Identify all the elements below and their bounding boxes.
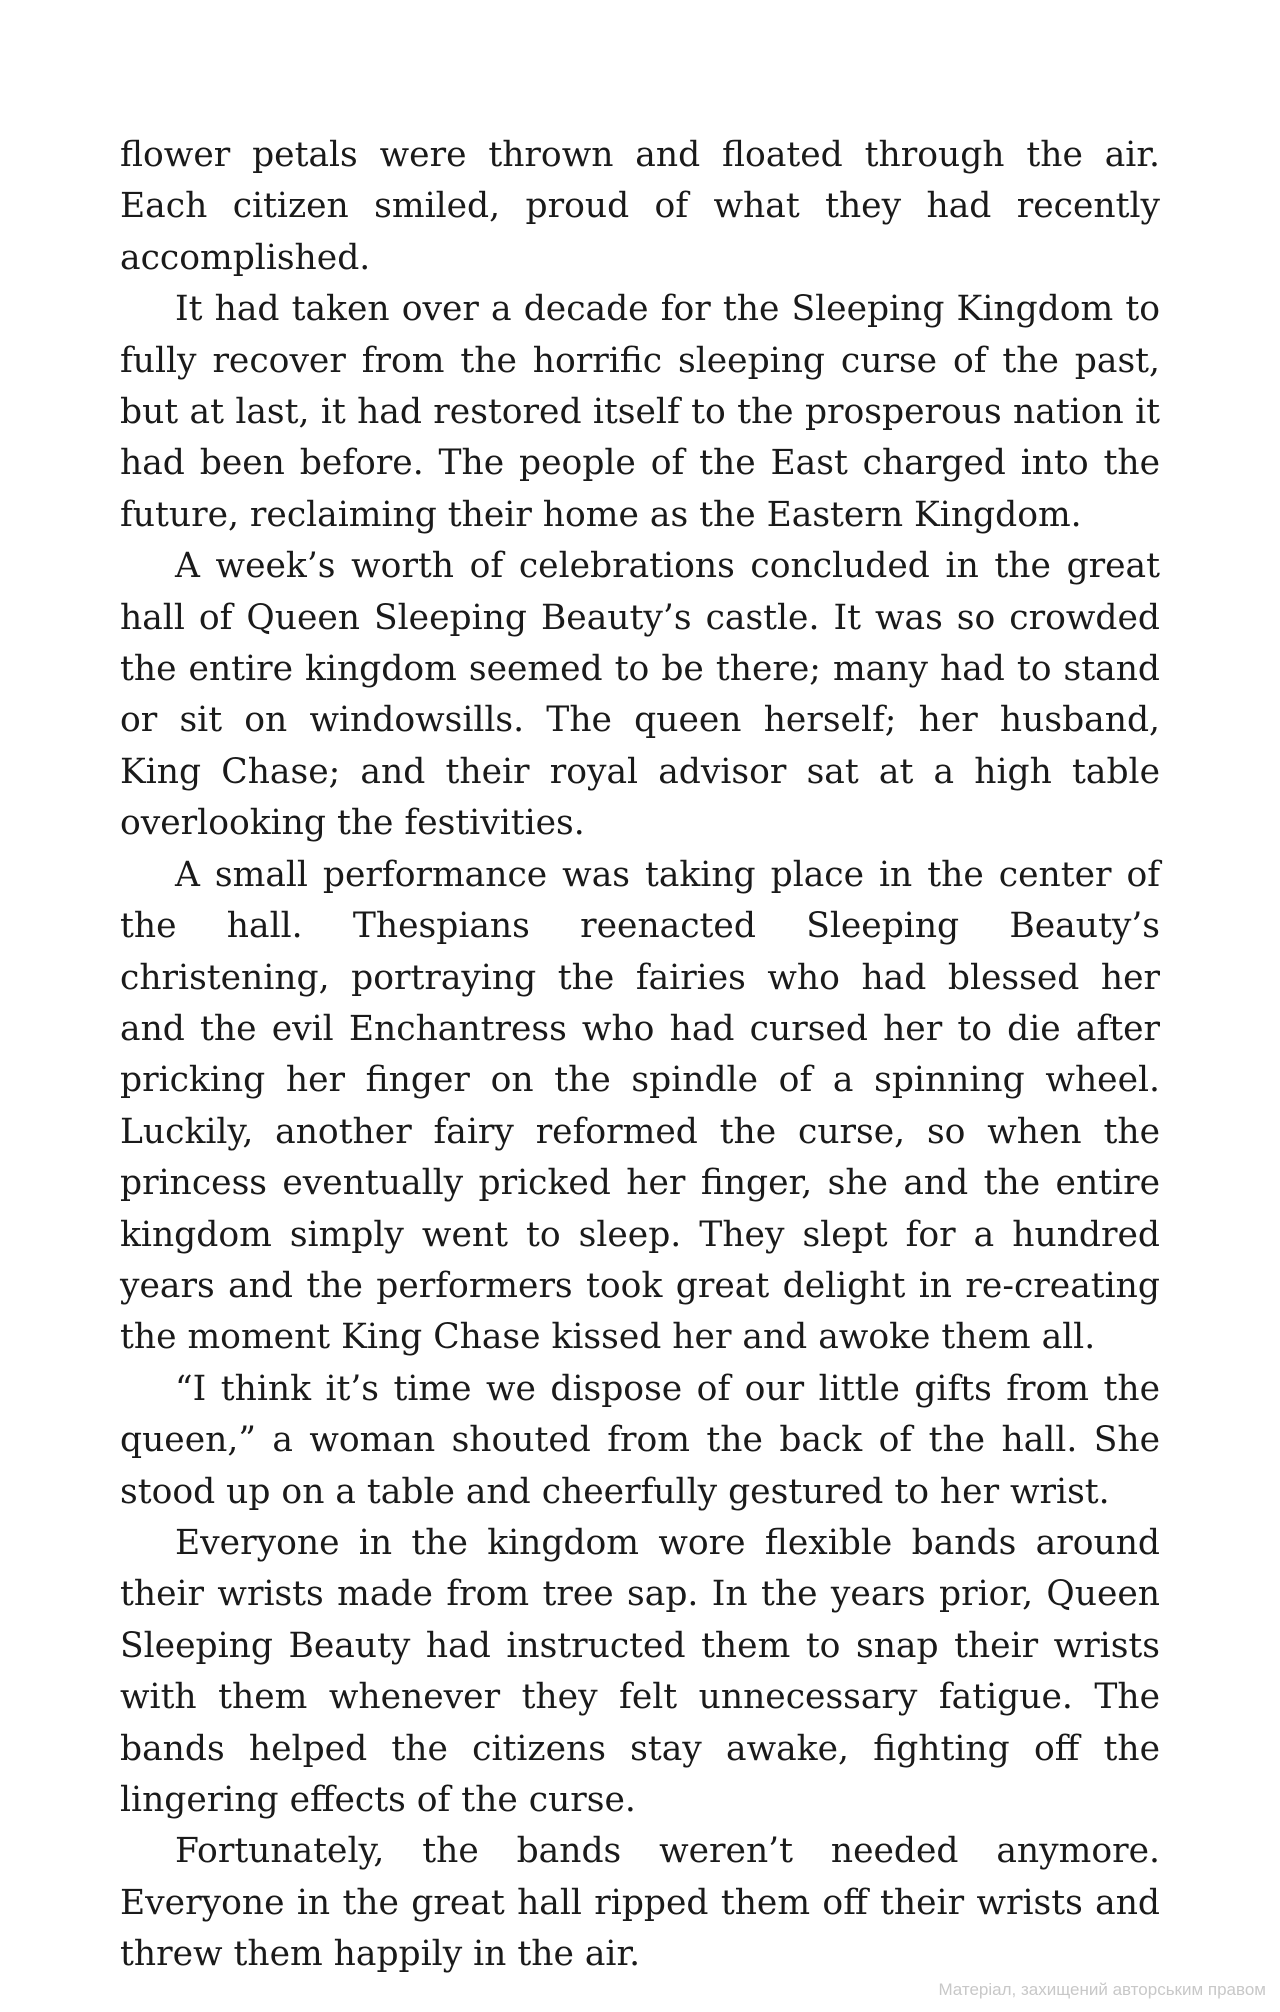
paragraph: A small performance was taking place in the center of the hall. Thespians reenacted Sleeping Beauty’s christening, portraying the fairies who had blessed her and the evil Enchantress who had cursed her to die after pricking her finger on the spindle of a spinning wheel. Luckily, another fairy reformed the curse, so when the princess eventually pricked her finger, she and the entire kingdom simply went to sleep. They slept for a hundred years and the performers took great delight in re-creating the moment King Chase kissed her and awoke them all. <box>120 854 1160 1358</box>
paragraph: It had taken over a decade for the Sleeping Kingdom to fully recover from the horrific sleeping curse of the past, but at last, it had restored itself to the prosperous nation it had been before. The people of the East charged into the future, reclaiming their home as the Eastern Kingdom. <box>120 289 1160 535</box>
paragraph: A week’s worth of celebrations concluded in the great hall of Queen Sleeping Beauty’s castle. It was so crowded the entire kingdom seemed to be there; many had to stand or sit on windowsills. The queen herself; her husband, King Chase; and their royal advisor sat at a high table overlooking the festivities. <box>120 546 1160 844</box>
paragraph: “I think it’s time we dispose of our little gifts from the queen,” a woman shouted from the back of the hall. She stood up on a table and cheerfully gestured to her wrist. <box>120 1368 1160 1512</box>
paragraph: flower petals were thrown and floated through the air. Each citizen smiled, proud of what they had recently accomplished. <box>120 135 1160 278</box>
copyright-watermark: Матеріал, захищений авторським правом <box>938 1980 1266 1999</box>
book-page-text <box>120 130 1160 1981</box>
paragraph: Fortunately, the bands weren’t needed anymore. Everyone in the great hall ripped them off their wrists and threw them happily in the air. <box>120 1831 1160 1975</box>
paragraph: Everyone in the kingdom wore flexible bands around their wrists made from tree sap. In the years prior, Queen Sleeping Beauty had instructed them to snap their wrists with them whenever they felt unnecessary fatigue. The bands helped the citizens stay awake, fighting off the lingering effects of the curse. <box>120 1522 1160 1820</box>
